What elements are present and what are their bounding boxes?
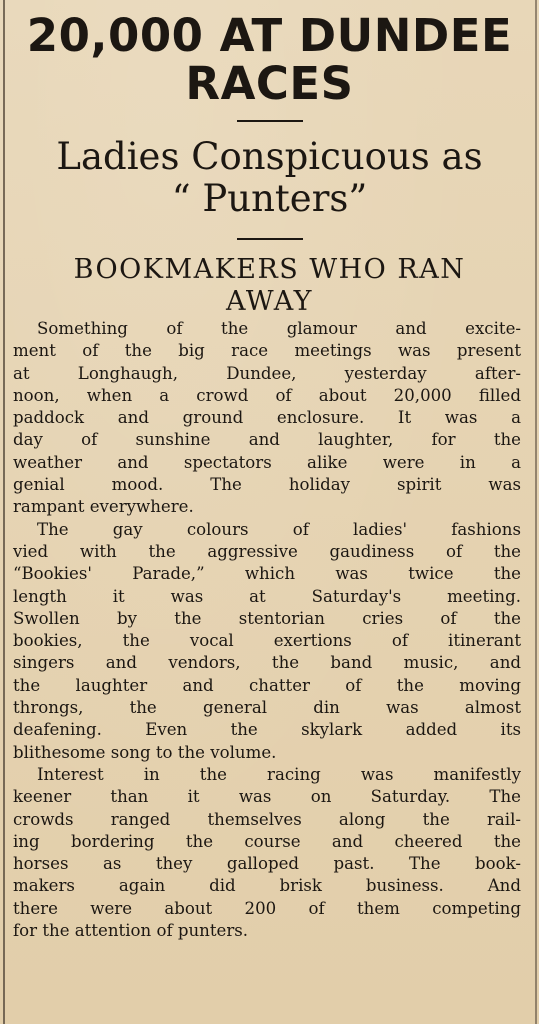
text-line: makers again did brisk business. And: [13, 876, 521, 896]
headline: [0, 9, 539, 110]
text-line: blithesome song to the volume.: [13, 742, 277, 762]
text-line: Something of the glamour and excite-: [37, 319, 521, 338]
text-line: keener than it was on Saturday. The: [13, 787, 521, 807]
column-rule-left: [3, 0, 5, 1024]
article-body: [13, 318, 521, 942]
text-line: The gay colours of ladies' fashions: [37, 519, 521, 539]
text-line: length it was at Saturday's meeting.: [13, 586, 521, 606]
text-line: weather and spectators alike were in a: [13, 452, 521, 472]
text-line: ment of the big race meetings was present: [13, 341, 521, 361]
subheadline-line-1: Ladies Conspicuous as: [56, 135, 483, 178]
text-line: Interest in the racing was manifestly: [37, 764, 521, 784]
text-line: paddock and ground enclosure. It was a: [13, 408, 521, 428]
text-line: Swollen by the stentorian cries of the: [13, 608, 521, 628]
column-rule-right: [535, 0, 537, 1024]
text-line: deafening. Even the skylark added its: [13, 720, 521, 740]
paragraph: [13, 318, 521, 519]
headline-line-2: RACES: [185, 57, 354, 110]
section-heading: [0, 254, 539, 318]
text-line: there were about 200 of them competing: [13, 898, 521, 918]
headline-line-1: 20,000 AT DUNDEE: [26, 9, 513, 62]
text-line: noon, when a crowd of about 20,000 filled: [13, 385, 521, 405]
text-line: genial mood. The holiday spirit was: [13, 475, 521, 495]
text-line: “Bookies' Parade,” which was twice the: [13, 564, 521, 584]
text-line: bookies, the vocal exertions of itinerant: [13, 631, 521, 651]
text-line: rampant everywhere.: [13, 497, 194, 517]
divider-rule: [237, 120, 303, 122]
text-line: the laughter and chatter of the moving: [13, 675, 521, 695]
text-line: horses as they galloped past. The book-: [13, 854, 521, 874]
text-line: ing bordering the course and cheered the: [13, 831, 521, 851]
subheadline-line-2: “ Punters”: [171, 177, 368, 220]
text-line: throngs, the general din was almost: [13, 698, 521, 718]
section-heading-line-1: BOOKMAKERS WHO RAN: [73, 254, 466, 285]
text-line: singers and vendors, the band music, and: [13, 653, 521, 673]
subheadline: [0, 136, 539, 220]
section-heading-line-2: AWAY: [225, 286, 314, 317]
divider-rule: [237, 238, 303, 240]
text-line: vied with the aggressive gaudiness of the: [13, 541, 521, 561]
text-line: day of sunshine and laughter, for the: [13, 430, 521, 450]
text-line: at Longhaugh, Dundee, yesterday after-: [13, 363, 521, 383]
text-line: for the attention of punters.: [13, 921, 249, 941]
paragraph: [13, 764, 521, 942]
text-line: crowds ranged themselves along the rail-: [13, 809, 521, 829]
paragraph: [13, 519, 521, 764]
